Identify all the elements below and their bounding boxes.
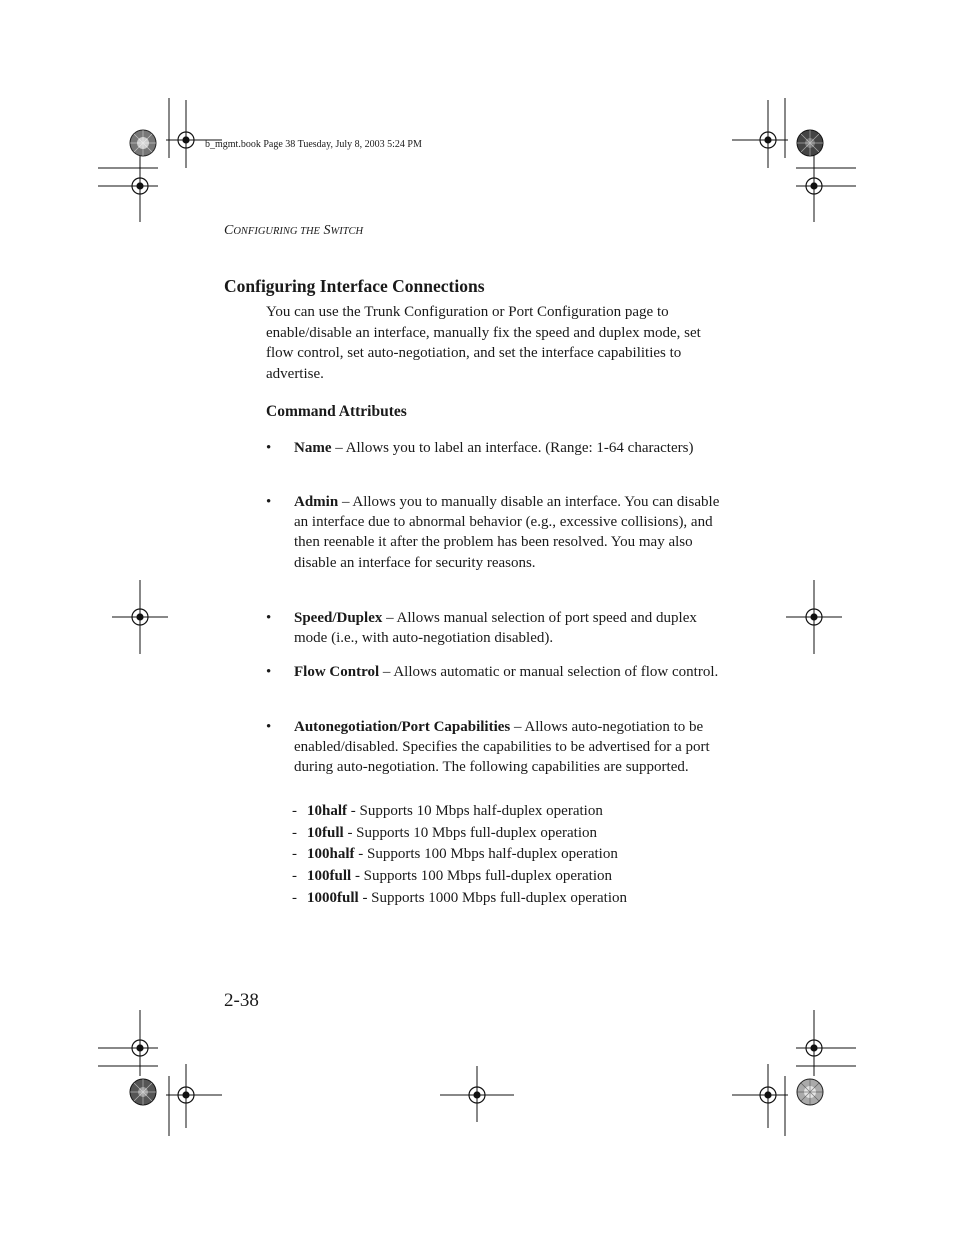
capability-term: 100full — [307, 868, 352, 885]
running-head-rest-1: ONFIGURING THE — [233, 226, 320, 237]
bullet-marker: • — [266, 664, 272, 680]
dash-marker: - — [292, 868, 297, 885]
print-slug: b_mgmt.book Page 38 Tuesday, July 8, 2003 5:24 PM — [205, 139, 422, 150]
bullet-marker: • — [266, 719, 272, 735]
capability-term: 10full — [307, 824, 344, 841]
bullet-term: Flow Control — [294, 664, 380, 680]
bullet-marker: • — [266, 440, 272, 456]
running-head — [224, 223, 363, 239]
bullet-marker: • — [266, 494, 272, 510]
list-item — [292, 801, 627, 823]
bullet-speed-duplex — [266, 608, 726, 648]
command-attributes-heading: Command Attributes — [266, 403, 407, 420]
capability-description: - Supports 10 Mbps half-duplex operation — [347, 803, 603, 819]
bullet-term: Autonegotiation/Port Capabilities — [294, 719, 511, 735]
list-item — [292, 823, 627, 845]
list-item — [292, 888, 627, 910]
bullet-term: Speed/Duplex — [294, 610, 383, 626]
bullet-description: – Allows auto-negotiation to be enabled/disabled. Specifies the capabilities to be advertised for a port during auto-negotiation. The following capabilities are supported. — [294, 719, 710, 776]
bullet-description: – Allows you to label an interface. (Range: 1-64 characters) — [331, 440, 694, 456]
capability-description: - Supports 100 Mbps full-duplex operation — [351, 868, 612, 885]
dash-marker: - — [292, 803, 297, 819]
running-head-initial-1: C — [224, 223, 234, 238]
capabilities-list — [292, 801, 627, 909]
capability-term: 10half — [307, 803, 348, 819]
dash-marker: - — [292, 889, 297, 906]
running-head-rest-2: WITCH — [330, 226, 364, 237]
capability-term: 100half — [307, 846, 355, 863]
bullet-term: Name — [294, 440, 332, 456]
running-head-initial-2: S — [323, 223, 331, 238]
capability-description: - Supports 100 Mbps half-duplex operation — [354, 846, 618, 863]
capability-description: - Supports 1000 Mbps full-duplex operation — [358, 889, 627, 906]
bullet-description: – Allows you to manually disable an interface. You can disable an interface due to abnormal behavior (e.g., excessive collisions), and then reenable it after the problem has been resolved. You may also disable an interface for security reasons. — [294, 494, 720, 571]
bullet-admin — [266, 492, 726, 573]
list-item — [292, 844, 627, 866]
bullet-autonegotiation — [266, 717, 726, 778]
section-title: Configuring Interface Connections — [224, 276, 485, 296]
bullet-term: Admin — [294, 494, 339, 510]
bullet-marker: • — [266, 610, 272, 626]
list-item — [292, 866, 627, 888]
capability-term: 1000full — [307, 889, 359, 906]
bullet-flow-control — [266, 662, 726, 682]
intro-paragraph: You can use the Trunk Configuration or Port Configuration page to enable/disable an interface, manually fix the speed and duplex mode, set flow control, set auto-negotiation, and set the interface capabilities to advertise. — [266, 304, 701, 382]
bullet-name — [266, 438, 726, 458]
bullet-description: – Allows manual selection of port speed and duplex mode (i.e., with auto-negotiation disabled). — [294, 610, 697, 647]
dash-marker: - — [292, 846, 297, 863]
capability-description: - Supports 10 Mbps full-duplex operation — [343, 824, 597, 841]
bullet-description: – Allows automatic or manual selection of flow control. — [379, 664, 719, 680]
dash-marker: - — [292, 824, 297, 841]
page-number: 2-38 — [224, 990, 259, 1011]
